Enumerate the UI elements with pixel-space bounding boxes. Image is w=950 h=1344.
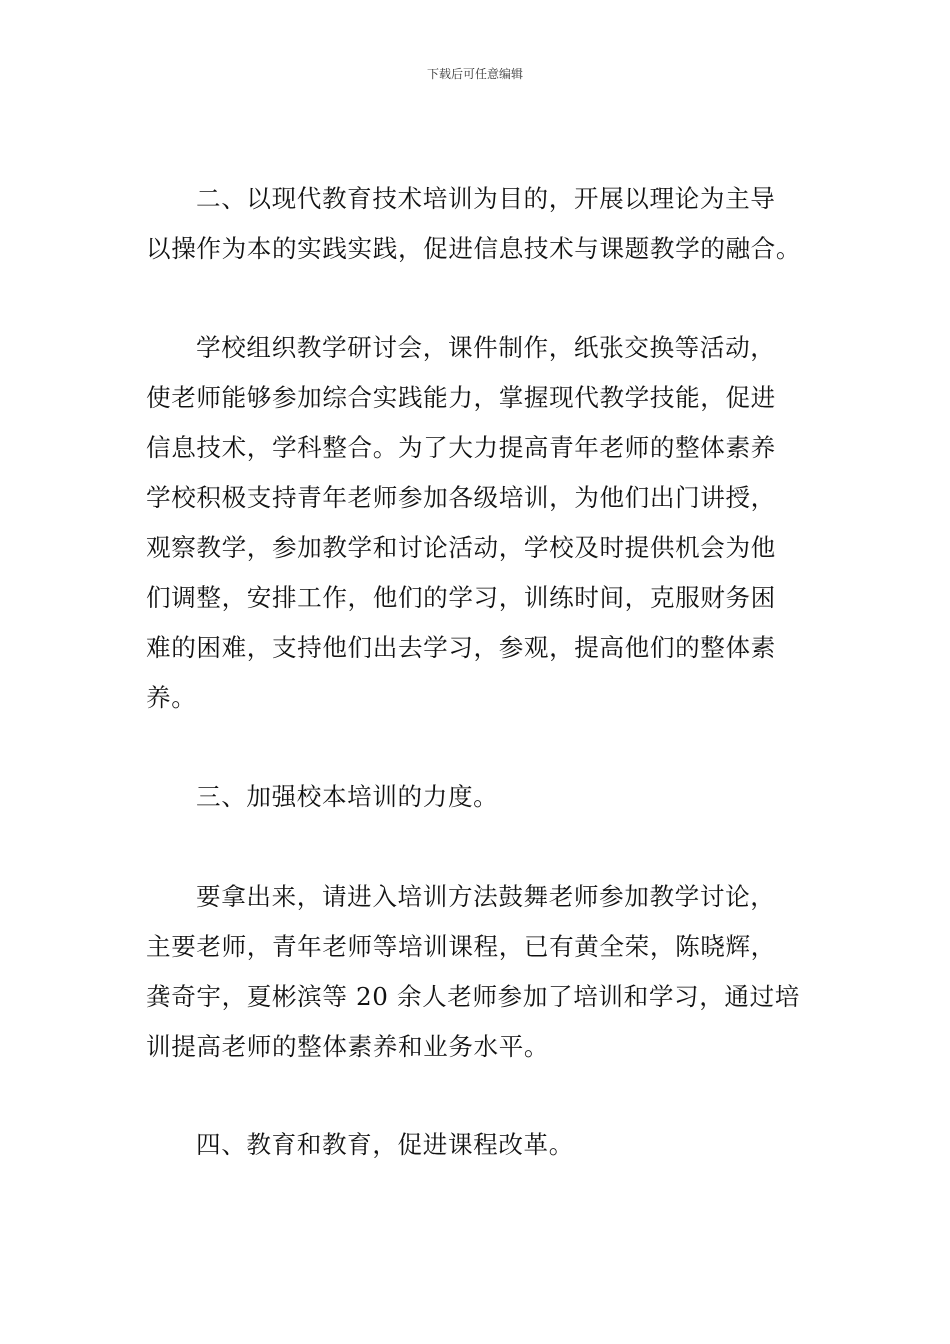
page-header: 下载后可任意编辑: [426, 67, 523, 81]
section-heading: 三、加强校本培训的力度。: [196, 782, 499, 811]
text-line: 以操作为本的实践实践，促进信息技术与课题教学的融合。: [146, 234, 802, 263]
paragraph-school-seminars: [146, 323, 808, 723]
paragraph-section-three: [146, 772, 808, 822]
text-line: 学校组织教学研讨会，课件制作，纸张交换等活动，: [196, 333, 776, 362]
text-line: 龚奇宇，夏彬滨等 20 余人老师参加了培训和学习，通过培: [146, 982, 800, 1011]
section-heading: 四、教育和教育，促进课程改革。: [196, 1130, 574, 1159]
paragraph-section-four: [146, 1120, 808, 1170]
paragraph-training: [146, 872, 808, 1072]
text-line: 难的困难，支持他们出去学习，参观，提高他们的整体素: [146, 633, 776, 662]
text-line: 学校积极支持青年老师参加各级培训，为他们出门讲授，: [146, 483, 776, 512]
text-line: 训提高老师的整体素养和业务水平。: [146, 1032, 550, 1061]
text-line: 养。: [146, 683, 197, 712]
text-line: 二、以现代教育技术培训为目的，开展以理论为主导: [196, 184, 776, 213]
text-line: 们调整，安排工作，他们的学习，训练时间，克服财务困: [146, 583, 776, 612]
text-line: 要拿出来，请进入培训方法鼓舞老师参加教学讨论，: [196, 882, 776, 911]
paragraph-section-two: [146, 174, 808, 274]
text-line: 信息技术，学科整合。为了大力提高青年老师的整体素养: [146, 433, 776, 462]
text-line: 观察教学，参加教学和讨论活动，学校及时提供机会为他: [146, 533, 776, 562]
text-line: 使老师能够参加综合实践能力，掌握现代教学技能，促进: [146, 383, 776, 412]
text-line: 主要老师，青年老师等培训课程，已有黄全荣，陈晓辉，: [146, 932, 776, 961]
